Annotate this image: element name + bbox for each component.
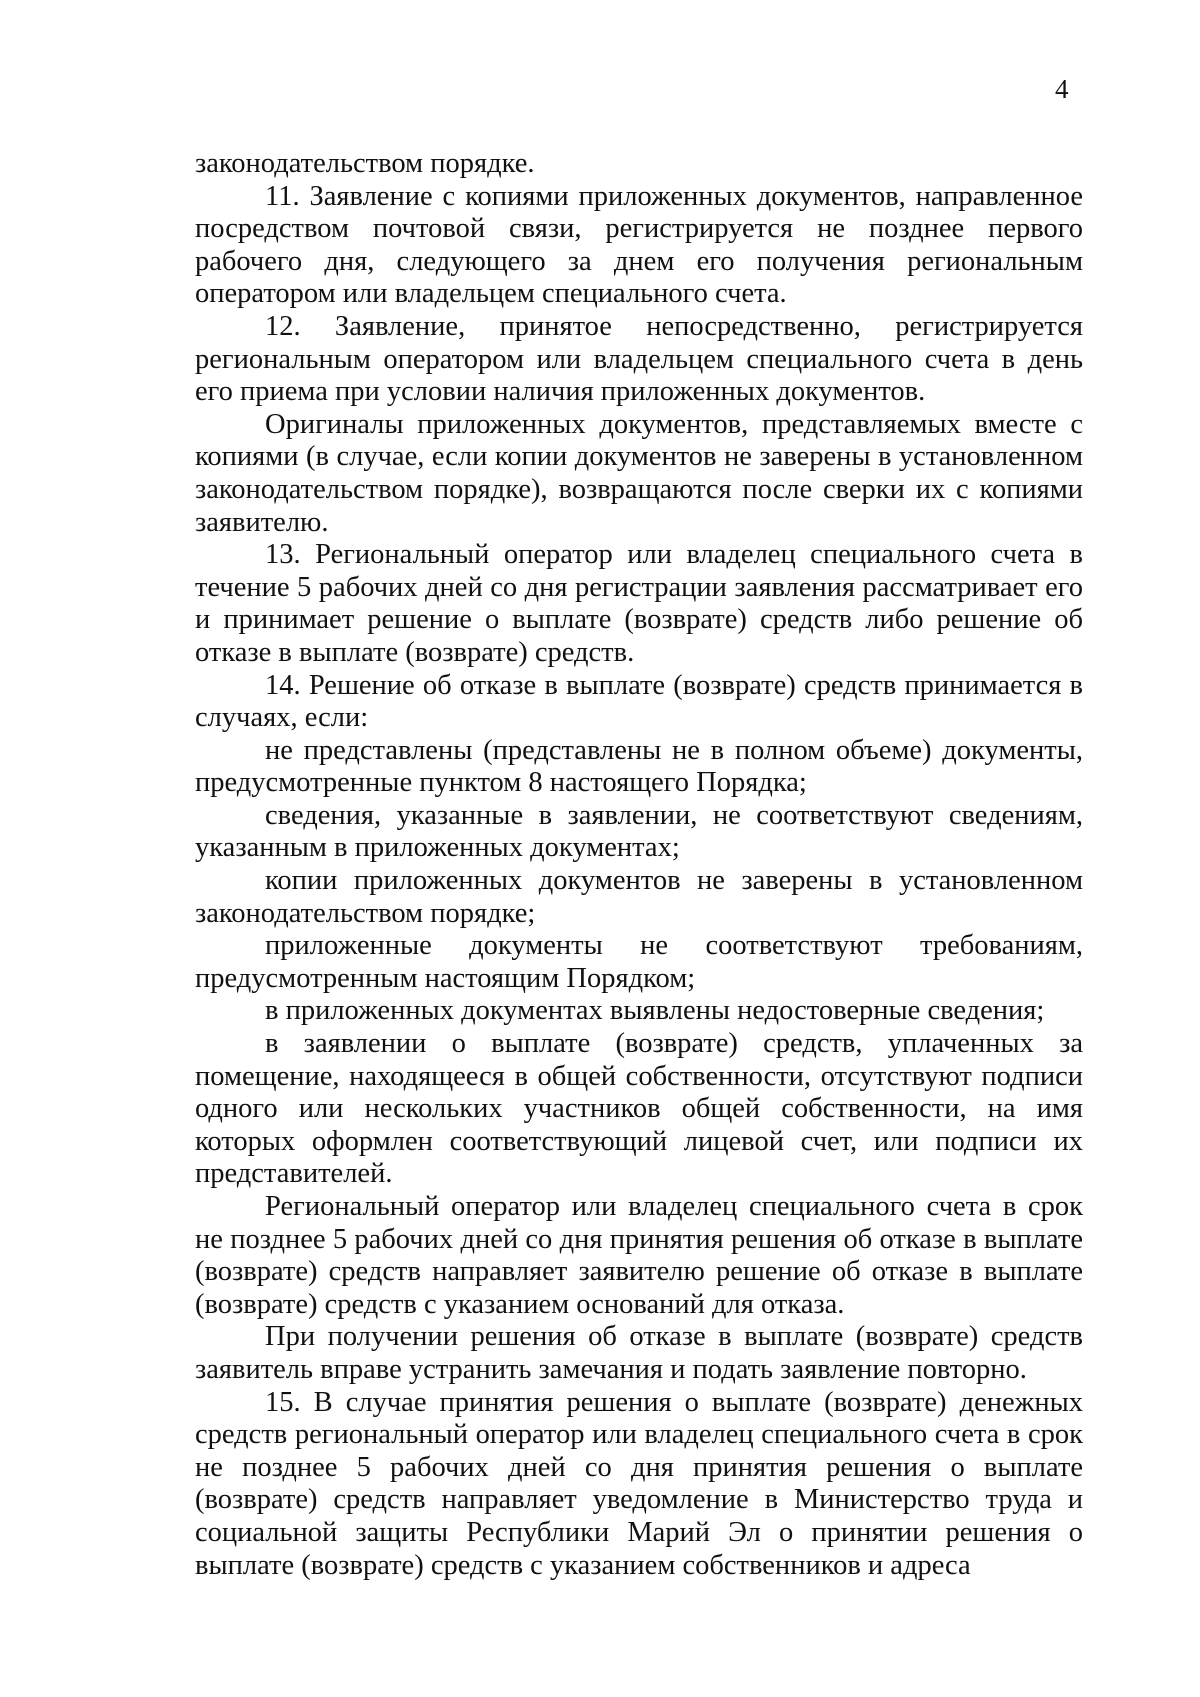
- paragraph-item-12: 12. Заявление, принятое непосредственно, регистрируется региональным оператором или владельцем специального счета в день его приема при условии наличия приложенных документов.: [195, 310, 1083, 408]
- paragraph-continuation: законодательством порядке.: [195, 148, 535, 179]
- paragraph-resubmission: При получении решения об отказе в выплате (возврате) средств заявитель вправе устранить замечания и подать заявление повторно.: [195, 1321, 1083, 1385]
- refusal-ground-4: приложенные документы не соответствуют требованиям, предусмотренным настоящим Порядком;: [195, 930, 1083, 994]
- paragraph-item-15: 15. В случае принятия решения о выплате (возврате) денежных средств региональный оператор или владелец специального счета в срок не позднее 5 рабочих дней со дня принятия решения о выплате (возврате) средств направляет уведомление в Министерство труда и социальной защиты Республики Марий Эл о принятии решения о выплате (возврате) средств с указанием собственников и адреса: [195, 1386, 1083, 1581]
- refusal-ground-1: не представлены (представлены не в полном объеме) документы, предусмотренные пунктом 8 настоящего Порядка;: [195, 734, 1083, 799]
- paragraph-originals: Оригиналы приложенных документов, представляемых вместе с копиями (в случае, если копии документов не заверены в установленном законодательством порядке), возвращаются после сверки их с копиями заявителю.: [195, 408, 1083, 538]
- refusal-ground-6: в заявлении о выплате (возврате) средств, уплаченных за помещение, находящееся в общей собственности, отсутствуют подписи одного или нескольких участников общей собственности, на имя которых оформлен соответствующий лицевой счет, или подписи их представителей.: [195, 1028, 1083, 1190]
- document-body: [195, 148, 1083, 1582]
- paragraph-item-14: 14. Решение об отказе в выплате (возврате) средств принимается в случаях, если:: [195, 669, 1083, 734]
- paragraph-item-11: 11. Заявление с копиями приложенных документов, направленное посредством почтовой связи, регистрируется не позднее первого рабочего дня, следующего за днем его получения региональным оператором или владельцем специального счета.: [195, 180, 1083, 310]
- paragraph-item-13: 13. Региональный оператор или владелец специального счета в течение 5 рабочих дней со дня регистрации заявления рассматривает его и принимает решение о выплате (возврате) средств либо решение об отказе в выплате (возврате) средств.: [195, 539, 1083, 668]
- paragraph-refusal-notice: Региональный оператор или владелец специального счета в срок не позднее 5 рабочих дней со дня принятия решения об отказе в выплате (возврате) средств направляет заявителю решение об отказе в выплате (возврате) средств с указанием оснований для отказа.: [195, 1191, 1083, 1320]
- refusal-ground-3: копии приложенных документов не заверены в установленном законодательством порядке;: [195, 865, 1083, 929]
- refusal-ground-5: в приложенных документах выявлены недостоверные сведения;: [265, 995, 1045, 1027]
- page-number: 4: [1055, 74, 1069, 104]
- refusal-ground-2: сведения, указанные в заявлении, не соответствуют сведениям, указанным в приложенных документах;: [195, 799, 1083, 864]
